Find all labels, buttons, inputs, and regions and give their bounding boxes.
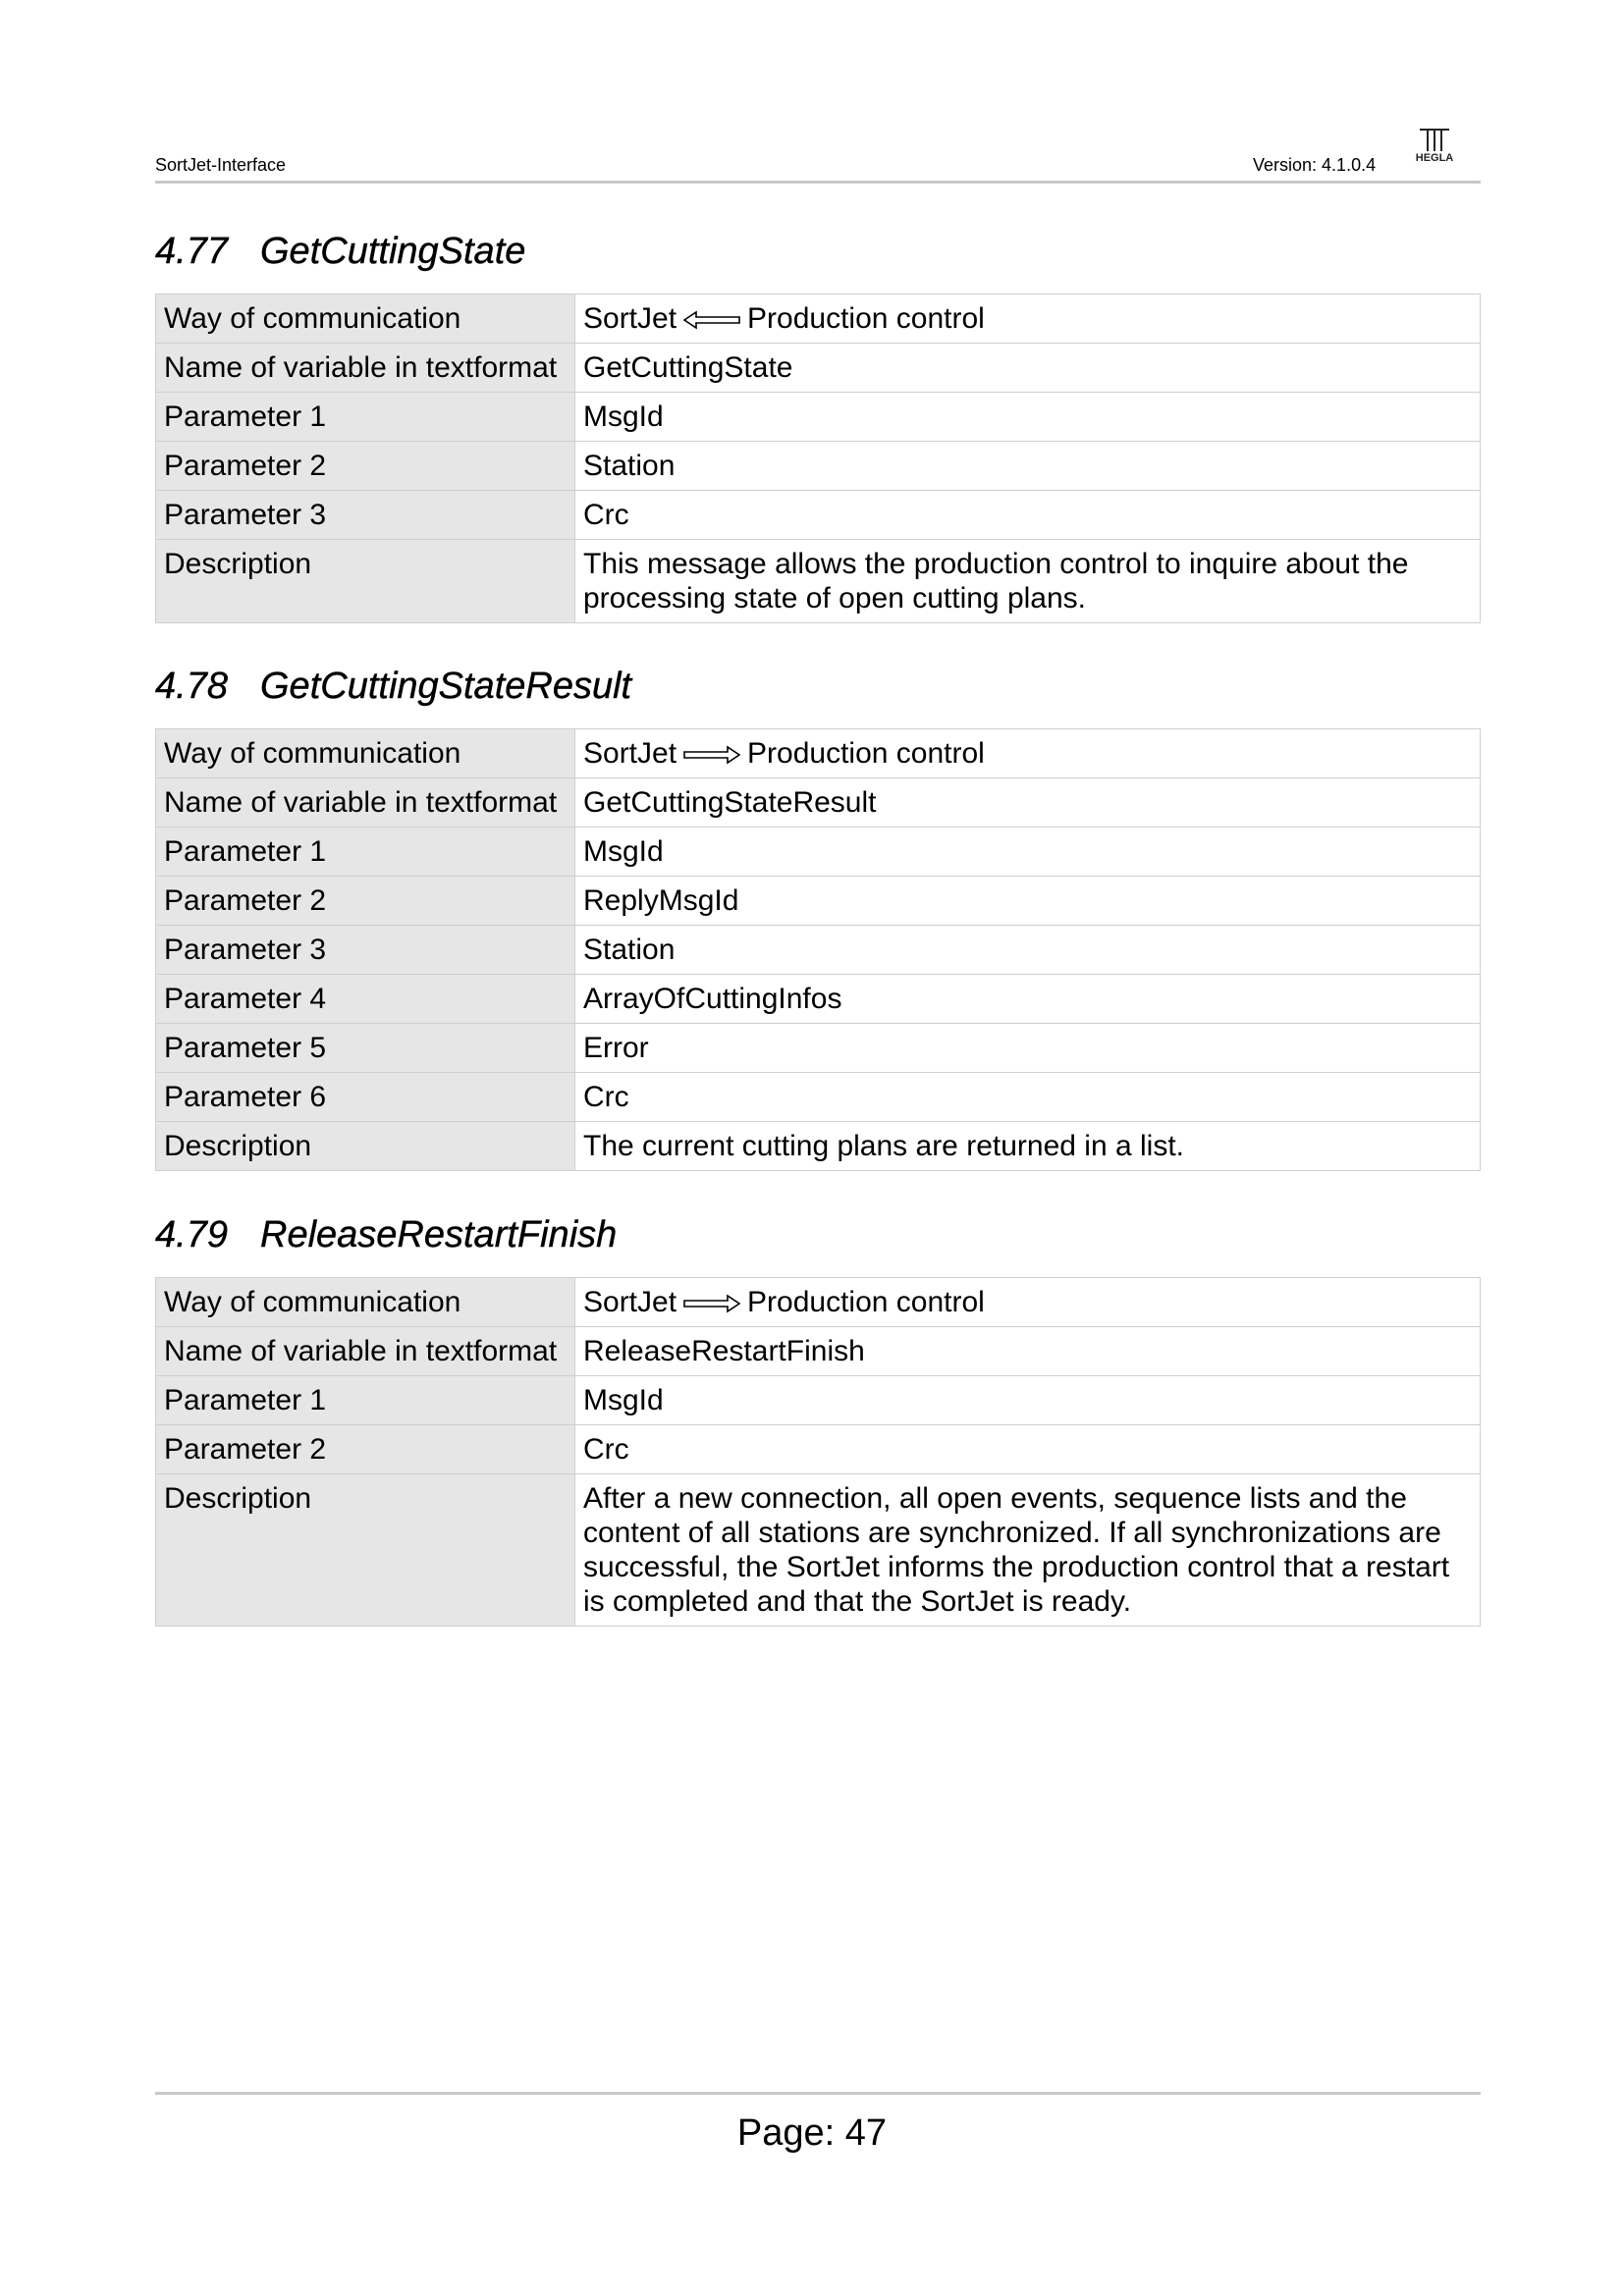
hegla-logo-icon xyxy=(1414,124,1455,165)
row-label: Description xyxy=(156,540,575,623)
table-row xyxy=(156,1376,1481,1425)
spec-table-get-cutting-state-result xyxy=(155,728,1481,1171)
row-label: Parameter 5 xyxy=(156,1024,575,1073)
arrow-right-icon xyxy=(682,744,741,766)
header-version: Version: 4.1.0.4 xyxy=(1253,155,1377,175)
table-row xyxy=(156,393,1481,442)
section-title: GetCuttingStateResult xyxy=(260,666,632,707)
row-label: Parameter 2 xyxy=(156,1425,575,1474)
section-number: 4.79 xyxy=(155,1214,228,1255)
row-label: Way of communication xyxy=(156,729,575,778)
section-number: 4.77 xyxy=(155,231,228,272)
table-row xyxy=(156,1327,1481,1376)
row-value: Error xyxy=(575,1024,1481,1073)
row-label: Name of variable in textformat xyxy=(156,778,575,828)
row-value: MsgId xyxy=(575,1376,1481,1425)
row-value: GetCuttingState xyxy=(575,344,1481,393)
table-row xyxy=(156,729,1481,778)
row-label: Way of communication xyxy=(156,1278,575,1327)
table-row xyxy=(156,828,1481,877)
row-description: After a new connection, all open events, sequence lists and the content of all stations are synchronized. If all synchronizations are successful, the SortJet informs the production control that a restart is completed and that the SortJet is ready. xyxy=(575,1474,1481,1627)
table-row xyxy=(156,294,1481,344)
table-row xyxy=(156,1278,1481,1327)
row-label: Parameter 1 xyxy=(156,393,575,442)
section-heading-4-78 xyxy=(155,666,631,708)
comm-to: Production control xyxy=(747,737,985,770)
row-label: Name of variable in textformat xyxy=(156,344,575,393)
row-label: Parameter 2 xyxy=(156,877,575,926)
page-header xyxy=(155,147,1481,184)
row-label: Parameter 2 xyxy=(156,442,575,491)
comm-from: SortJet xyxy=(583,737,677,770)
header-document-title: SortJet-Interface xyxy=(155,155,287,175)
communication-direction xyxy=(575,294,1481,344)
row-value: GetCuttingStateResult xyxy=(575,778,1481,828)
table-row xyxy=(156,491,1481,540)
section-title: GetCuttingState xyxy=(260,231,526,272)
row-label: Parameter 1 xyxy=(156,828,575,877)
communication-direction xyxy=(575,1278,1481,1327)
table-row xyxy=(156,442,1481,491)
section-title: ReleaseRestartFinish xyxy=(260,1214,618,1255)
page-number: Page: 47 xyxy=(736,2112,888,2154)
row-value: Station xyxy=(575,442,1481,491)
table-row xyxy=(156,778,1481,828)
comm-from: SortJet xyxy=(583,1286,677,1318)
table-row xyxy=(156,1024,1481,1073)
row-value: ReleaseRestartFinish xyxy=(575,1327,1481,1376)
comm-to: Production control xyxy=(747,1286,985,1318)
table-row xyxy=(156,344,1481,393)
row-label: Way of communication xyxy=(156,294,575,344)
row-label: Parameter 6 xyxy=(156,1073,575,1122)
arrow-right-icon xyxy=(682,1293,741,1314)
spec-table-get-cutting-state xyxy=(155,294,1481,623)
table-row xyxy=(156,926,1481,975)
table-row xyxy=(156,540,1481,623)
row-value: Crc xyxy=(575,1425,1481,1474)
table-row xyxy=(156,1425,1481,1474)
table-row xyxy=(156,1474,1481,1627)
communication-direction xyxy=(575,729,1481,778)
svg-text:HEGLA: HEGLA xyxy=(1415,152,1454,164)
row-value: MsgId xyxy=(575,393,1481,442)
table-row xyxy=(156,975,1481,1024)
row-value: Crc xyxy=(575,1073,1481,1122)
arrow-left-icon xyxy=(682,309,741,331)
row-value: MsgId xyxy=(575,828,1481,877)
row-label: Parameter 4 xyxy=(156,975,575,1024)
row-label: Name of variable in textformat xyxy=(156,1327,575,1376)
comm-to: Production control xyxy=(747,302,985,335)
section-heading-4-79 xyxy=(155,1214,617,1256)
table-row xyxy=(156,877,1481,926)
table-row xyxy=(156,1122,1481,1171)
row-description: The current cutting plans are returned in a list. xyxy=(575,1122,1481,1171)
footer-divider xyxy=(155,2092,1481,2095)
row-label: Description xyxy=(156,1474,575,1627)
row-value: Crc xyxy=(575,491,1481,540)
section-number: 4.78 xyxy=(155,666,228,707)
row-label: Description xyxy=(156,1122,575,1171)
section-heading-4-77 xyxy=(155,231,525,273)
row-label: Parameter 3 xyxy=(156,491,575,540)
row-label: Parameter 1 xyxy=(156,1376,575,1425)
row-value: ReplyMsgId xyxy=(575,877,1481,926)
row-label: Parameter 3 xyxy=(156,926,575,975)
spec-table-release-restart-finish xyxy=(155,1277,1481,1627)
row-value: Station xyxy=(575,926,1481,975)
row-description: This message allows the production control to inquire about the processing state of open cutting plans. xyxy=(575,540,1481,623)
table-row xyxy=(156,1073,1481,1122)
comm-from: SortJet xyxy=(583,302,677,335)
row-value: ArrayOfCuttingInfos xyxy=(575,975,1481,1024)
